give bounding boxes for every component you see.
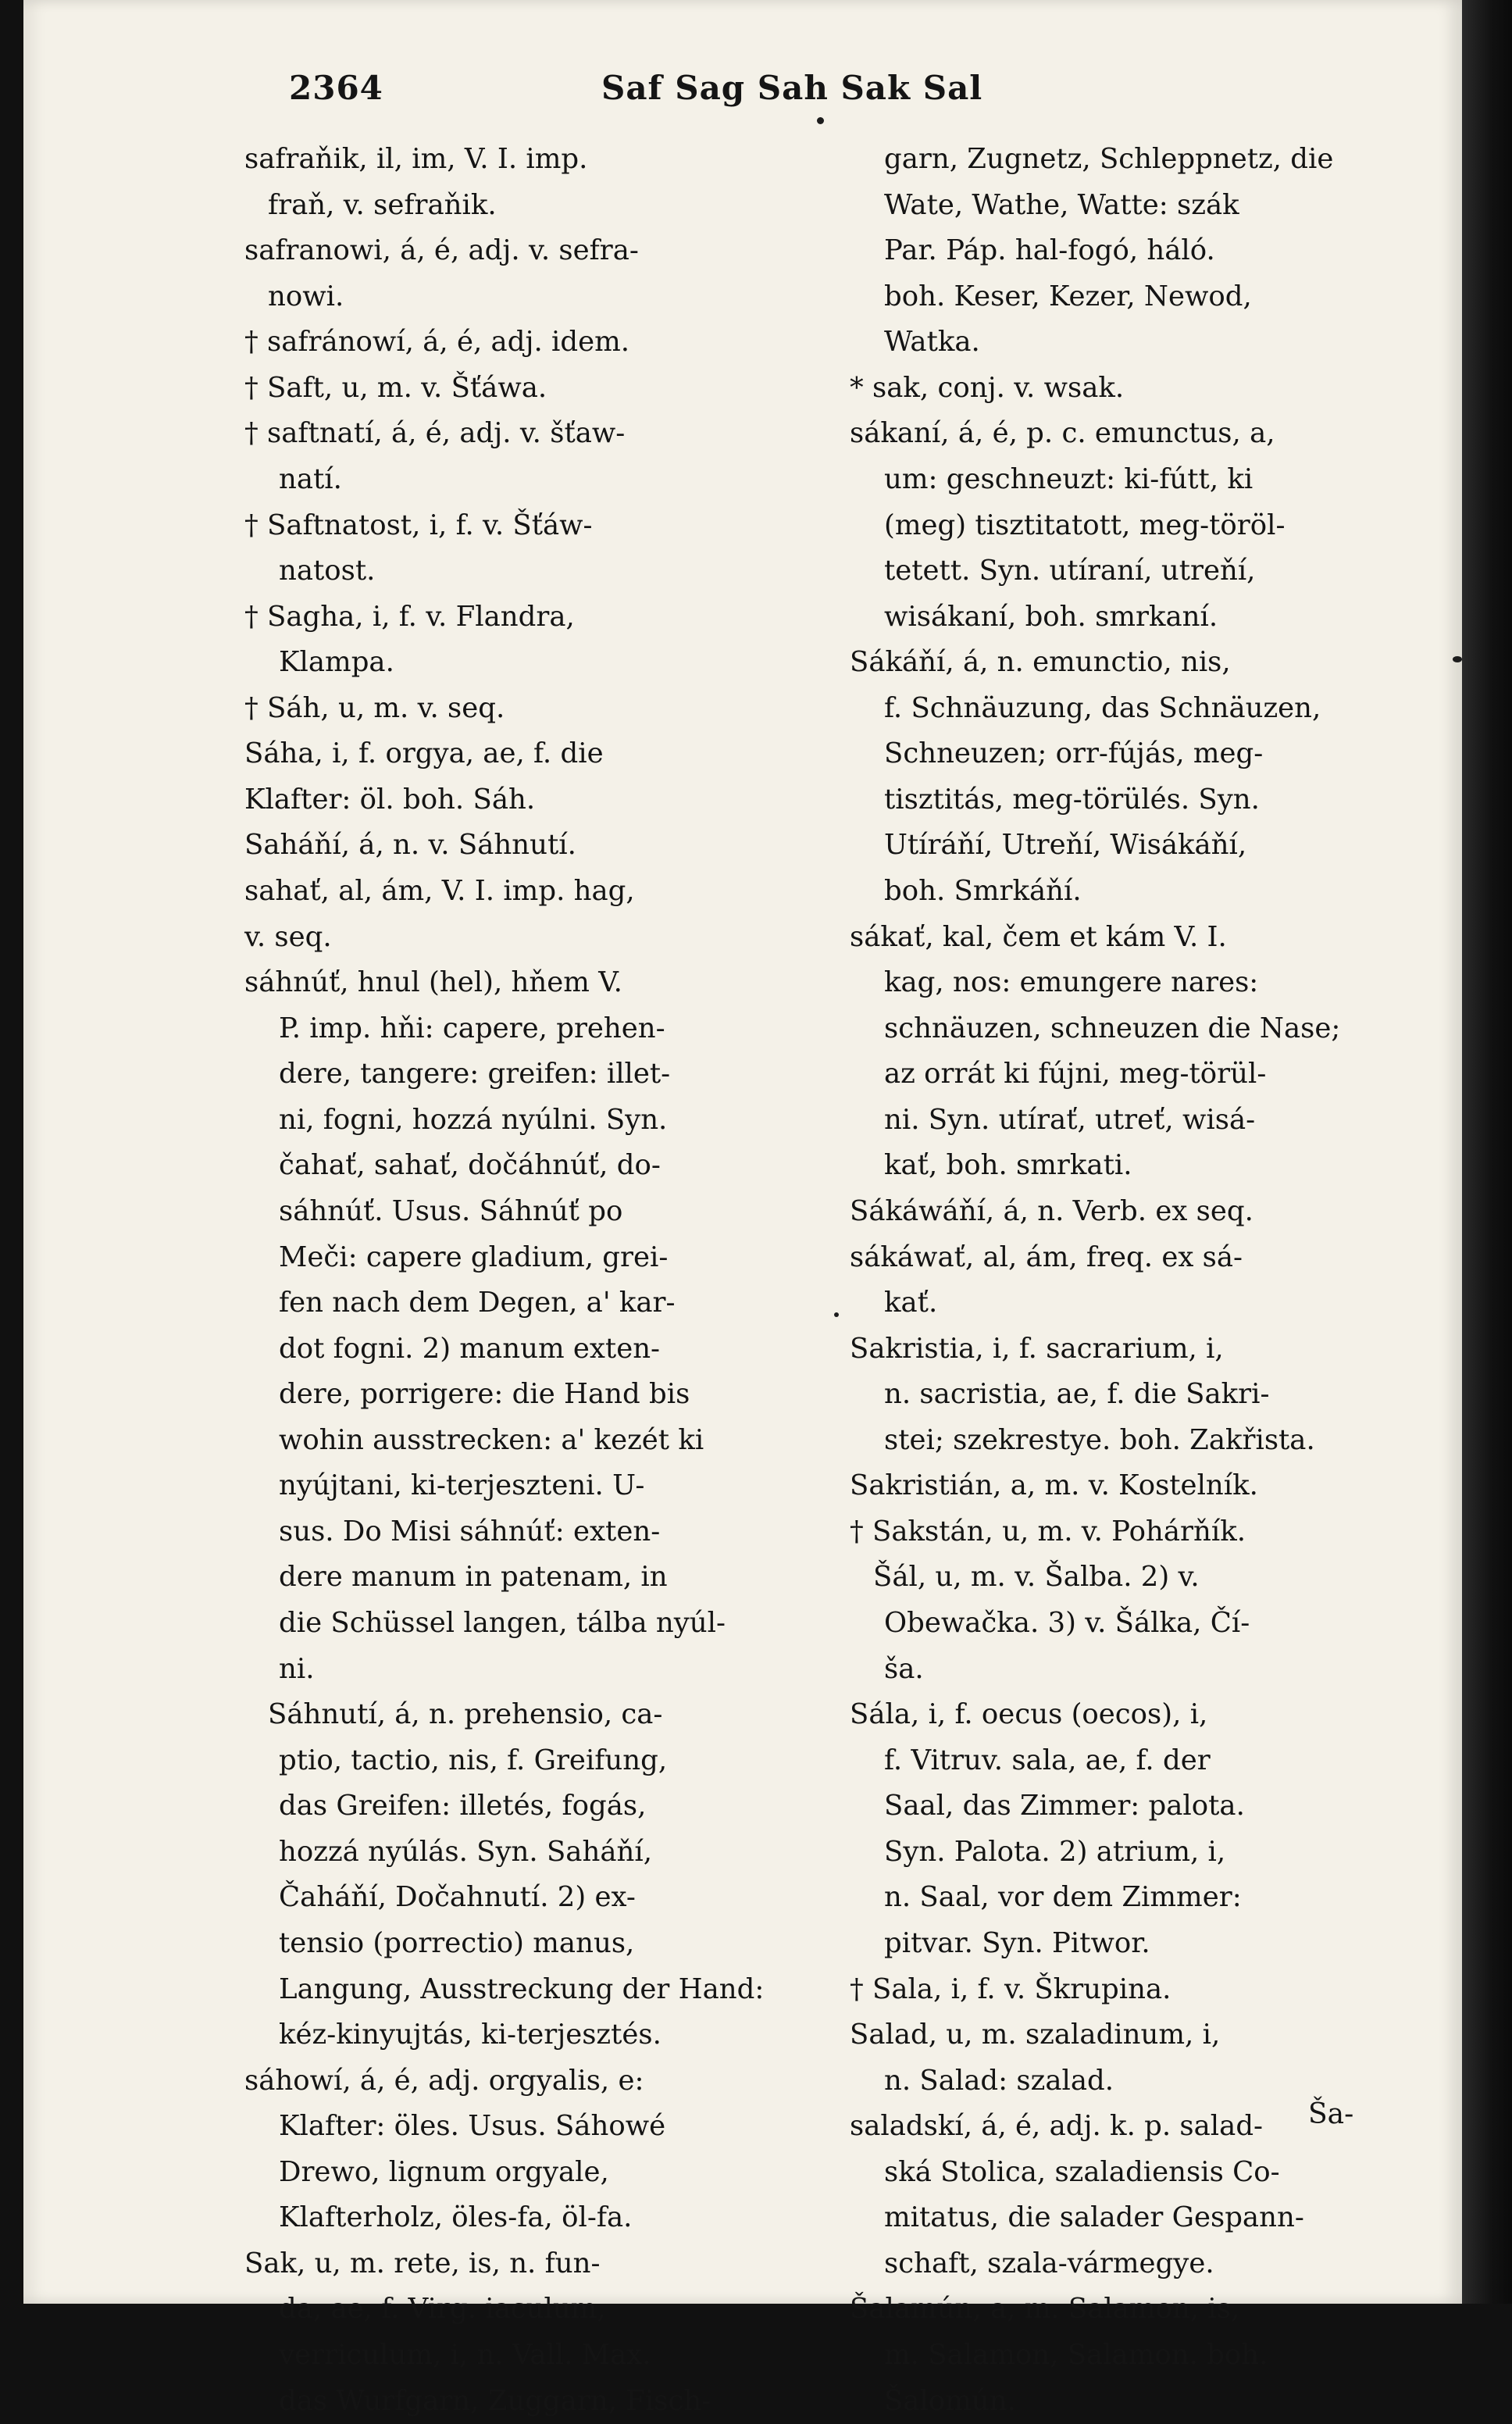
- entry-line: n. sacristia, ae, f. die Sakri-: [884, 1378, 1270, 1411]
- entry-line: Saal, das Zimmer: palota.: [884, 1790, 1245, 1822]
- entry-line: tetett. Syn. utíraní, utreňí,: [884, 555, 1256, 587]
- entry-line: boh. Keser, Kezer, Newod,: [884, 280, 1252, 312]
- entry-line: Šál, u, m. v. Šalba. 2) v.: [873, 1561, 1200, 1594]
- entry-line: sáhnúť. Usus. Sáhnúť po: [279, 1194, 623, 1227]
- entry-line: mitatus, die salader Gespann-: [884, 2201, 1304, 2234]
- entry-line: ni. Syn. utírať, utreť, wisá-: [884, 1103, 1256, 1136]
- entry-line: (meg) tisztitatott, meg-töröl-: [884, 509, 1286, 541]
- entry-line: P. imp. hňi: capere, prehen-: [279, 1012, 665, 1044]
- entry-line: Utíráňí, Utreňí, Wisákáňí,: [884, 829, 1247, 862]
- entry-line: ni.: [279, 1652, 315, 1685]
- entry-line: das Wurfgarn, Zuggarn, Fisch-: [279, 2384, 711, 2417]
- entry-line: dot fogni. 2) manum exten-: [279, 1332, 661, 1365]
- entry-line: † Sagha, i, f. v. Flandra,: [244, 600, 575, 633]
- entry-line: boh. Smrkáňí.: [884, 875, 1082, 907]
- entry-line: Klafter: öles. Usus. Sáhowé: [279, 2110, 666, 2143]
- entry-line: Sákáwáňí, á, n. Verb. ex seq.: [850, 1194, 1253, 1227]
- entry-line: hozzá nyúlás. Syn. Saháňí,: [279, 1835, 653, 1868]
- entry-line: Sáhnutí, á, n. prehensio, ca-: [268, 1698, 663, 1731]
- entry-line: sáhnúť, hnul (hel), hňem V.: [244, 966, 622, 999]
- entry-line: † Saft, u, m. v. Šťáwa.: [244, 371, 547, 404]
- entry-line: fen nach dem Degen, a' kar-: [279, 1287, 676, 1319]
- entry-line: sákaní, á, é, p. c. emunctus, a,: [850, 417, 1275, 450]
- entry-line: Obewačka. 3) v. Šálka, Čí-: [884, 1607, 1250, 1639]
- right-column: [850, 137, 1443, 2424]
- entry-line: Klafter: öl. boh. Sáh.: [244, 783, 536, 816]
- entry-line: az orrát ki fújni, meg-törül-: [884, 1058, 1267, 1091]
- page-header: [23, 69, 1462, 123]
- entry-line: n. Saal, vor dem Zimmer:: [884, 1881, 1242, 1914]
- entry-line: Sáha, i, f. orgya, ae, f. die: [244, 737, 604, 770]
- entry-line: Šalamún, a, m. Salamon, is,: [850, 2293, 1240, 2326]
- entry-line: * sak, conj. v. wsak.: [850, 371, 1125, 404]
- entry-line: wohin ausstrecken: a' kezét ki: [279, 1423, 704, 1456]
- entry-line: n. Salad: szalad.: [884, 2064, 1114, 2097]
- entry-line: Klampa.: [279, 646, 394, 679]
- entry-line: † Sakstán, u, m. v. Pohárňík.: [850, 1515, 1246, 1548]
- entry-line: Sákáňí, á, n. emunctio, nis,: [850, 646, 1231, 679]
- entry-line: natost.: [279, 555, 376, 587]
- entry-line: nowi.: [268, 280, 344, 312]
- entry-line: dere manum in patenam, in: [279, 1561, 668, 1594]
- entry-line: Wate, Wathe, Watte: szák: [884, 188, 1239, 221]
- left-column: [244, 137, 838, 2424]
- entry-line: da, ae, f. Virg. iaculum,: [279, 2293, 606, 2326]
- entry-line: Šalomún.: [884, 2384, 1016, 2417]
- entry-line: kéz-kinyujtás, ki-terjesztés.: [279, 2019, 662, 2051]
- entry-line: wisákaní, boh. smrkaní.: [884, 600, 1218, 633]
- entry-line: schaft, szala-vármegye.: [884, 2247, 1214, 2279]
- entry-line: saladskí, á, é, adj. k. p. salad-: [850, 2110, 1264, 2143]
- ink-speck: [834, 1312, 839, 1317]
- page-edge-shadow: [1462, 0, 1512, 2304]
- page-number: 2364: [289, 69, 383, 107]
- entry-line: Syn. Palota. 2) atrium, i,: [884, 1835, 1226, 1868]
- entry-line: Schneuzen; orr-fújás, meg-: [884, 737, 1264, 770]
- entry-line: verriculum, i, n. Vall. Max.: [279, 2339, 651, 2371]
- entry-line: um: geschneuzt: ki-fútt, ki: [884, 462, 1253, 495]
- entry-line: sáhowí, á, é, adj. orgyalis, e:: [244, 2064, 644, 2097]
- entry-line: † Sáh, u, m. v. seq.: [244, 691, 505, 724]
- entry-line: v. seq.: [244, 920, 332, 953]
- entry-line: Klafterholz, öles-fa, öl-fa.: [279, 2201, 633, 2234]
- entry-line: die Schüssel langen, tálba nyúl-: [279, 1607, 726, 1639]
- entry-line: sákať, kal, čem et kám V. I.: [850, 920, 1227, 953]
- entry-line: Sakristia, i, f. sacrarium, i,: [850, 1332, 1224, 1365]
- entry-line: safranowi, á, é, adj. v. sefra-: [244, 234, 639, 267]
- entry-line: Sak, u, m. rete, is, n. fun-: [244, 2247, 601, 2279]
- entry-line: tisztitás, meg-törülés. Syn.: [884, 783, 1260, 816]
- entry-line: sákáwať, al, ám, freq. ex sá-: [850, 1241, 1243, 1273]
- entry-line: schnäuzen, schneuzen die Nase;: [884, 1012, 1341, 1044]
- entry-line: kag, nos: emungere nares:: [884, 966, 1259, 999]
- entry-line: f. Schnäuzung, das Schnäuzen,: [884, 691, 1321, 724]
- entry-line: ni, fogni, hozzá nyúlni. Syn.: [279, 1103, 668, 1136]
- entry-line: kať, boh. smrkati.: [884, 1149, 1132, 1182]
- entry-line: Čaháňí, Dočahnutí. 2) ex-: [279, 1881, 636, 1914]
- entry-line: ská Stolica, szaladiensis Co-: [884, 2155, 1280, 2188]
- dictionary-page: [23, 0, 1462, 2417]
- entry-line: pitvar. Syn. Pitwor.: [884, 1926, 1150, 1959]
- entry-line: Saháňí, á, n. v. Sáhnutí.: [244, 829, 576, 862]
- entry-line: tensio (porrectio) manus,: [279, 1926, 635, 1959]
- ink-speck: [817, 117, 824, 124]
- entry-line: Meči: capere gladium, grei-: [279, 1241, 669, 1273]
- entry-line: Par. Páp. hal-fogó, háló.: [884, 234, 1215, 267]
- entry-line: Sakristián, a, m. v. Kostelník.: [850, 1469, 1258, 1502]
- entry-line: garn, Zugnetz, Schleppnetz, die: [884, 143, 1334, 175]
- entry-line: Langung, Ausstreckung der Hand:: [279, 1972, 765, 2005]
- entry-line: ša.: [884, 1652, 924, 1685]
- entry-line: f. Vitruv. sala, ae, f. der: [884, 1744, 1211, 1776]
- entry-line: sahať, al, ám, V. I. imp. hag,: [244, 875, 635, 907]
- entry-line: † Sala, i, f. v. Škrupina.: [850, 1972, 1171, 2005]
- running-head: Saf Sag Sah Sak Sal: [601, 69, 983, 107]
- entry-line: dere, tangere: greifen: illet-: [279, 1058, 671, 1091]
- entry-line: natí.: [279, 462, 342, 495]
- entry-line: † saftnatí, á, é, adj. v. šťaw-: [244, 417, 626, 450]
- entry-line: ptio, tactio, nis, f. Greifung,: [279, 1744, 668, 1776]
- entry-line: Sála, i, f. oecus (oecos), i,: [850, 1698, 1208, 1731]
- entry-line: nyújtani, ki-terjeszteni. U-: [279, 1469, 645, 1502]
- entry-line: čahať, sahať, dočáhnúť, do-: [279, 1149, 661, 1182]
- entry-line: stei; szekrestye. boh. Zakřista.: [884, 1423, 1315, 1456]
- ink-speck: [1453, 656, 1462, 662]
- entry-line: † Saftnatost, i, f. v. Šťáw-: [244, 509, 593, 541]
- catchword: Ša-: [1308, 2098, 1354, 2130]
- entry-line: † safránowí, á, é, adj. idem.: [244, 326, 630, 359]
- entry-line: Drewo, lignum orgyale,: [279, 2155, 609, 2188]
- entry-line: das Greifen: illetés, fogás,: [279, 1790, 647, 1822]
- entry-line: Salad, u, m. szaladinum, i,: [850, 2019, 1221, 2051]
- entry-line: dere, porrigere: die Hand bis: [279, 1378, 690, 1411]
- entry-line: safraňik, il, im, V. I. imp.: [244, 143, 588, 175]
- entry-line: kať.: [884, 1287, 938, 1319]
- entry-line: Watka.: [884, 326, 980, 359]
- entry-line: sus. Do Misi sáhnúť: exten-: [279, 1515, 661, 1548]
- entry-line: m. Salamon, Salamon. boh.: [884, 2339, 1268, 2371]
- entry-line: fraň, v. sefraňik.: [268, 188, 497, 221]
